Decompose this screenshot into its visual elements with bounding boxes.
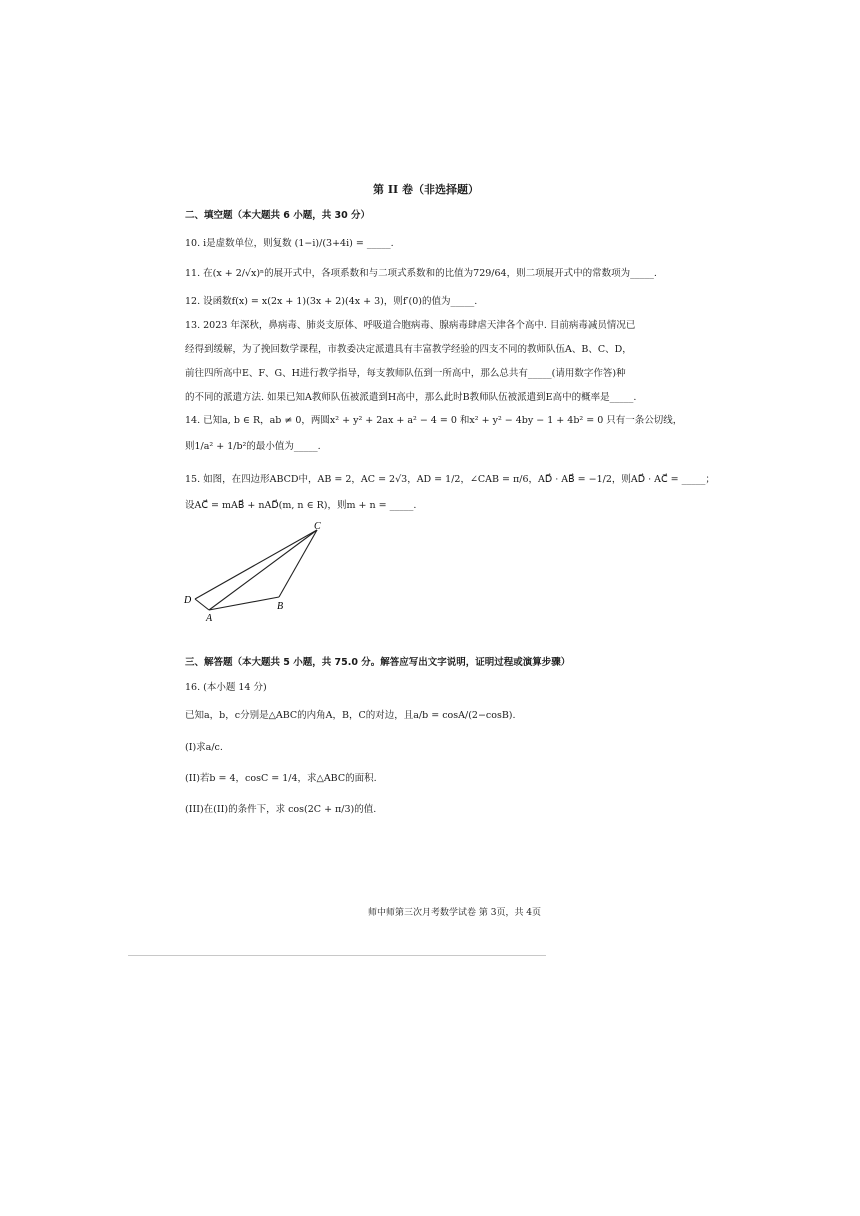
label-d: D [184,595,192,606]
question-16-part-2: (II)若b = 4，cosC = 1/4，求△ABC的面积. [185,773,377,784]
question-16-part-1: (I)求a/c. [185,742,223,753]
page-title: 第 II 卷（非选择题） [373,183,479,196]
question-15-line-1: 15. 如图，在四边形ABCD中，AB = 2，AC = 2√3，AD = 1/2，∠CAB = π/6，AD⃗ · AB⃗ = −1/2，则AD⃗ · AC⃗ = _____； [185,474,715,485]
question-12: 12. 设函数f(x) = x(2x + 1)(3x + 2)(4x + 3)，则f′(0)的值为_____. [185,296,478,307]
label-b: B [277,601,284,612]
question-13-line-3: 前往四所高中E、F、G、H进行教学指导，每支教师队伍到一所高中，那么总共有_____(请用数字作答)种 [185,368,626,379]
section-heading-solutions: 三、解答题（本大题共 5 小题，共 75.0 分。解答应写出文字说明，证明过程或演算步骤） [185,657,571,668]
segment-ac [209,530,317,610]
segment-da [195,599,209,610]
question-13-line-1: 13. 2023 年深秋，鼻病毒、肺炎支原体、呼吸道合胞病毒、腺病毒肆虐天津各个高中. 目前病毒减员情况已 [185,320,636,331]
question-10: 10. i是虚数单位，则复数 (1−i)/(3+4i) = _____. [185,238,394,249]
question-11: 11. 在(x + 2/√x)ⁿ的展开式中，各项系数和与二项式系数和的比值为729/64，则二项展开式中的常数项为_____. [185,268,657,279]
label-a: A [206,613,213,624]
segment-ab [209,597,279,610]
quadrilateral-figure [175,517,335,627]
question-15-line-2: 设AC⃗ = mAB⃗ + nAD⃗(m, n ∈ R)，则m + n = _____. [185,500,417,511]
question-16-header: 16. (本小题 14 分) [185,682,267,693]
page-footer: 师中师第三次月考数学试卷 第 3页，共 4页 [368,908,542,918]
segment-dc [195,530,317,599]
question-16-stem: 已知a，b，c分别是△ABC的内角A，B，C的对边，且a/b = cosA/(2−cosB). [185,710,516,721]
question-13-line-4: 的不同的派遣方法. 如果已知A教师队伍被派遣到H高中，那么此时B教师队伍被派遣到E高中的概率是_____. [185,392,637,403]
question-16-part-3: (III)在(II)的条件下，求 cos(2C + π/3)的值. [185,804,377,815]
question-14-line-2: 则1/a² + 1/b²的最小值为_____. [185,441,321,452]
question-14-line-1: 14. 已知a, b ∈ R，ab ≠ 0，两圆x² + y² + 2ax + a² − 4 = 0 和x² + y² − 4by − 1 + 4b² = 0 只有一条公切线， [185,415,683,426]
section-heading-fill-in: 二、填空题（本大题共 6 小题，共 30 分） [185,210,371,221]
divider-line [128,955,546,956]
segment-bc [279,530,317,597]
question-13-line-2: 经得到缓解，为了挽回数学课程，市教委决定派遣具有丰富教学经验的四支不同的教师队伍A、B、C、D， [185,344,632,355]
label-c: C [314,521,321,532]
